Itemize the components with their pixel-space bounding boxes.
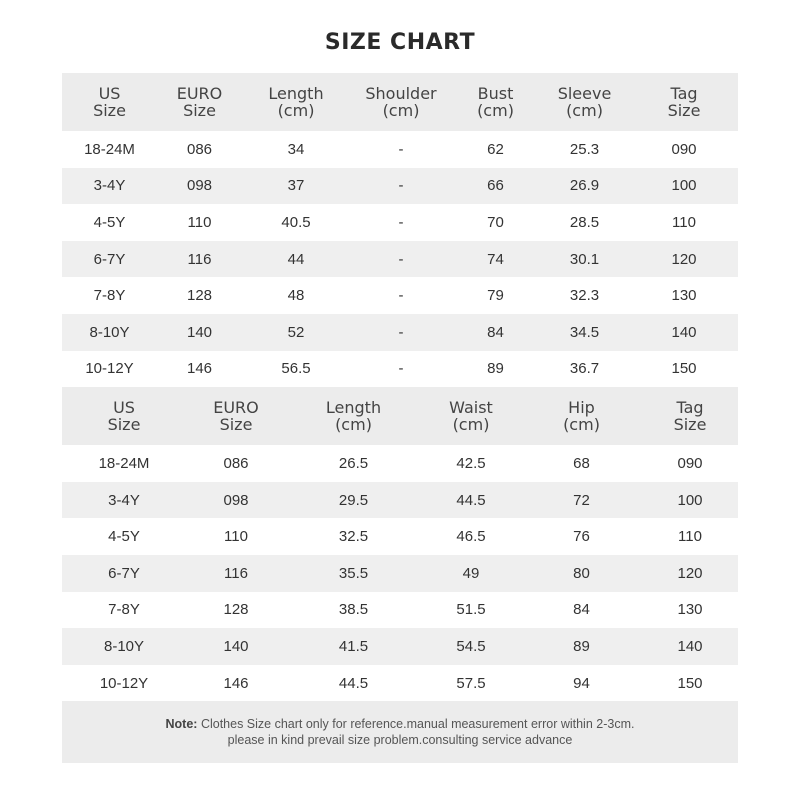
table-row	[62, 445, 738, 482]
column-header-line: Sleeve	[557, 84, 612, 103]
table-cell: 18-24M	[62, 131, 157, 168]
table-cell: 086	[157, 131, 242, 168]
table-cell: 4-5Y	[62, 204, 157, 241]
table-row	[62, 555, 738, 592]
table-cell: 84	[452, 314, 539, 351]
table-cell: 37	[242, 168, 350, 205]
column-header-line: (cm)	[563, 415, 600, 435]
table-cell: 10-12Y	[62, 351, 157, 388]
table-cell: 34	[242, 131, 350, 168]
table-cell: 79	[452, 277, 539, 314]
table-cell: 128	[157, 277, 242, 314]
table-cell: 4-5Y	[62, 518, 186, 555]
table-cell: 42.5	[421, 445, 521, 482]
tops-size-table	[62, 73, 738, 387]
column-header	[62, 387, 186, 445]
table-cell: 34.5	[539, 314, 630, 351]
table-cell: 89	[452, 351, 539, 388]
table-cell: 54.5	[421, 628, 521, 665]
column-header-line: Tag	[676, 398, 704, 418]
table-cell: 8-10Y	[62, 314, 157, 351]
table-cell: 28.5	[539, 204, 630, 241]
table-cell: 32.3	[539, 277, 630, 314]
column-header-line: Length	[325, 398, 382, 418]
table-cell: 3-4Y	[62, 168, 157, 205]
table-cell: -	[350, 168, 452, 205]
table-cell: 62	[452, 131, 539, 168]
table-row	[62, 351, 738, 388]
table-row	[62, 131, 738, 168]
column-header	[452, 73, 539, 131]
table-cell: -	[350, 314, 452, 351]
table-row	[62, 168, 738, 205]
table-cell: -	[350, 131, 452, 168]
table-cell: 146	[157, 351, 242, 388]
table-cell: 48	[242, 277, 350, 314]
table-cell: 110	[642, 518, 738, 555]
table-cell: 100	[642, 482, 738, 519]
column-header	[421, 387, 521, 445]
table-cell: 140	[157, 314, 242, 351]
table-row	[62, 518, 738, 555]
table-cell: 30.1	[539, 241, 630, 278]
column-header-line: Size	[93, 101, 126, 120]
note-line-2: please in kind prevail size problem.consulting service advance	[227, 733, 573, 748]
table-cell: 38.5	[286, 592, 421, 629]
table-cell: 76	[521, 518, 642, 555]
table-cell: 26.5	[286, 445, 421, 482]
table-cell: 74	[452, 241, 539, 278]
column-header-line: Size	[673, 415, 707, 435]
table-cell: 7-8Y	[62, 277, 157, 314]
table-cell: 150	[642, 665, 738, 702]
table-cell: 098	[157, 168, 242, 205]
table-cell: 086	[186, 445, 286, 482]
table-cell: 41.5	[286, 628, 421, 665]
table-cell: 128	[186, 592, 286, 629]
column-header-line: Waist	[449, 398, 493, 418]
table-cell: 80	[521, 555, 642, 592]
table-cell: 52	[242, 314, 350, 351]
table-cell: 8-10Y	[62, 628, 186, 665]
column-header-line: (cm)	[477, 101, 514, 120]
table-cell: 18-24M	[62, 445, 186, 482]
table-header-row	[62, 387, 738, 445]
table-cell: 130	[642, 592, 738, 629]
table-row	[62, 277, 738, 314]
column-header-line: Hip	[568, 398, 595, 418]
table-cell: 120	[642, 555, 738, 592]
table-cell: 116	[157, 241, 242, 278]
table-row	[62, 592, 738, 629]
column-header-line: US	[113, 398, 135, 418]
table-cell: 25.3	[539, 131, 630, 168]
table-cell: 150	[630, 351, 738, 388]
table-cell: 140	[642, 628, 738, 665]
table-cell: 100	[630, 168, 738, 205]
table-cell: 6-7Y	[62, 555, 186, 592]
column-header-line: Length	[268, 84, 324, 103]
table-cell: 32.5	[286, 518, 421, 555]
table-cell: 3-4Y	[62, 482, 186, 519]
table-cell: 110	[630, 204, 738, 241]
column-header	[242, 73, 350, 131]
table-cell: 6-7Y	[62, 241, 157, 278]
table-cell: -	[350, 204, 452, 241]
column-header-line: Bust	[477, 84, 514, 103]
column-header-line: Size	[667, 101, 701, 120]
table-cell: -	[350, 351, 452, 388]
column-header	[157, 73, 242, 131]
column-header-line: US	[98, 84, 121, 103]
table-cell: 140	[630, 314, 738, 351]
table-header-row	[62, 73, 738, 131]
column-header-line: EURO	[213, 398, 259, 418]
column-header	[642, 387, 738, 445]
table-row	[62, 314, 738, 351]
column-header-line: (cm)	[277, 101, 315, 120]
bottoms-size-table	[62, 387, 738, 701]
table-row	[62, 482, 738, 519]
table-cell: 29.5	[286, 482, 421, 519]
table-row	[62, 204, 738, 241]
column-header	[630, 73, 738, 131]
size-chart-title: SIZE CHART	[324, 30, 476, 55]
table-cell: 44	[242, 241, 350, 278]
table-cell: 120	[630, 241, 738, 278]
table-cell: 116	[186, 555, 286, 592]
column-header-line: Size	[219, 415, 253, 435]
table-cell: 68	[521, 445, 642, 482]
table-cell: 89	[521, 628, 642, 665]
table-cell: 090	[642, 445, 738, 482]
table-cell: 70	[452, 204, 539, 241]
table-row	[62, 241, 738, 278]
table-cell: 110	[157, 204, 242, 241]
column-header	[62, 73, 157, 131]
table-row	[62, 628, 738, 665]
table-cell: 56.5	[242, 351, 350, 388]
column-header	[286, 387, 421, 445]
table-cell: 57.5	[421, 665, 521, 702]
table-cell: 090	[630, 131, 738, 168]
table-cell: 49	[421, 555, 521, 592]
table-cell: 35.5	[286, 555, 421, 592]
column-header-line: Size	[107, 415, 141, 435]
table-cell: 098	[186, 482, 286, 519]
column-header	[539, 73, 630, 131]
table-cell: 146	[186, 665, 286, 702]
table-cell: 44.5	[421, 482, 521, 519]
column-header-line: Tag	[670, 84, 698, 103]
column-header-line: (cm)	[566, 101, 603, 120]
table-cell: 10-12Y	[62, 665, 186, 702]
size-chart-container	[62, 73, 738, 763]
note-label: Note:	[165, 717, 198, 732]
column-header	[186, 387, 286, 445]
table-cell: 130	[630, 277, 738, 314]
column-header-line: (cm)	[452, 415, 490, 435]
table-cell: 26.9	[539, 168, 630, 205]
table-cell: 72	[521, 482, 642, 519]
size-note	[62, 701, 738, 763]
column-header-line: (cm)	[382, 101, 420, 120]
table-cell: 84	[521, 592, 642, 629]
table-cell: -	[350, 241, 452, 278]
column-header-line: Size	[183, 101, 216, 120]
column-header-line: EURO	[176, 84, 223, 103]
column-header-line: Shoulder	[365, 84, 437, 103]
table-cell: 51.5	[421, 592, 521, 629]
table-cell: 46.5	[421, 518, 521, 555]
table-cell: 7-8Y	[62, 592, 186, 629]
column-header-line: (cm)	[335, 415, 372, 435]
column-header	[521, 387, 642, 445]
table-cell: 36.7	[539, 351, 630, 388]
table-cell: 140	[186, 628, 286, 665]
table-cell: 94	[521, 665, 642, 702]
table-cell: 66	[452, 168, 539, 205]
table-cell: -	[350, 277, 452, 314]
table-cell: 40.5	[242, 204, 350, 241]
table-cell: 44.5	[286, 665, 421, 702]
note-line-1: Clothes Size chart only for reference.manual measurement error within 2-3cm.	[197, 717, 635, 732]
table-cell: 110	[186, 518, 286, 555]
table-row	[62, 665, 738, 702]
column-header	[350, 73, 452, 131]
